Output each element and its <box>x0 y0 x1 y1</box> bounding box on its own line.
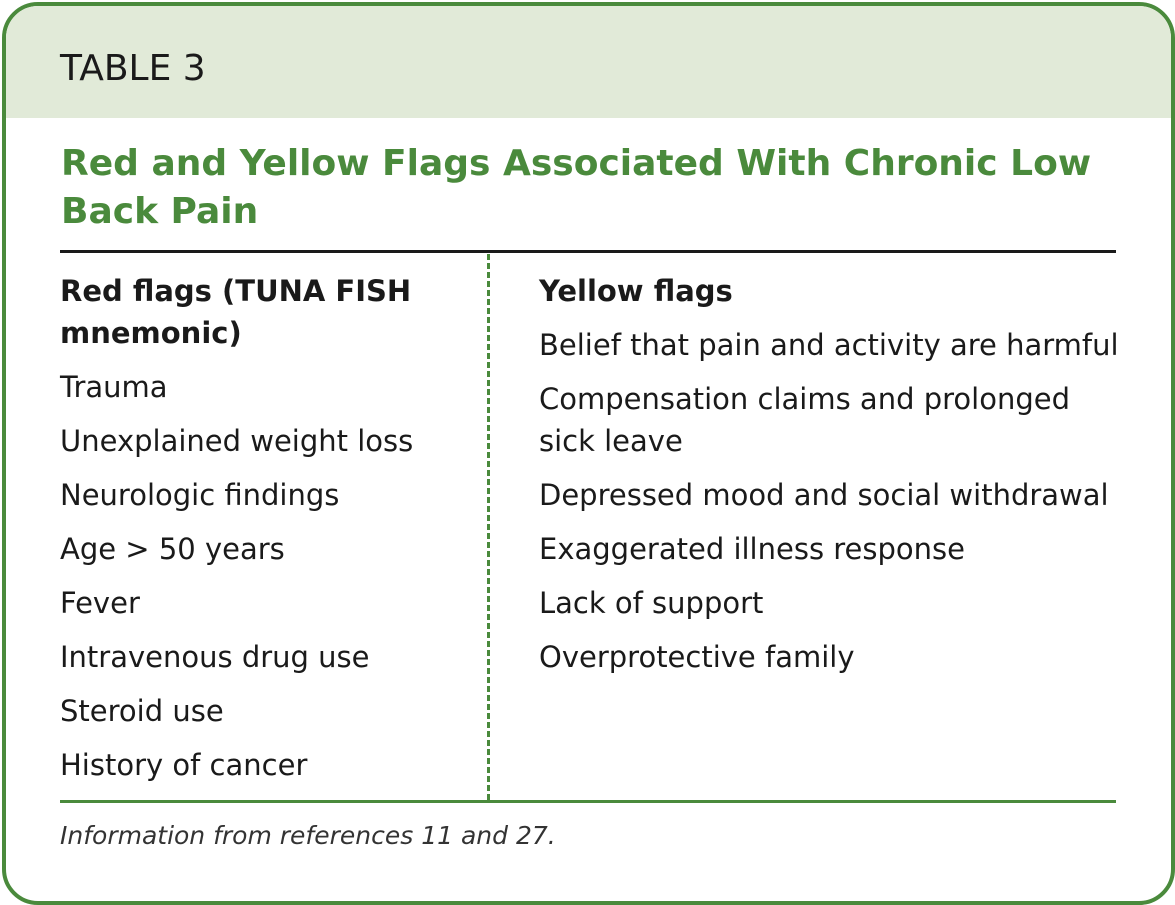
yellow-flag-item: Compensation claims and prolonged sick leave <box>539 382 1070 458</box>
yellow-flag-item: Exaggerated illness response <box>539 532 965 566</box>
yellow-flags-heading: Yellow flags <box>539 274 733 308</box>
yellow-flag-item: Belief that pain and activity are harmful <box>539 328 1119 362</box>
yellow-flag-item: Overprotective family <box>539 640 855 674</box>
red-flags-heading: Red flags (TUNA FISH mnemonic) <box>60 274 412 350</box>
bottom-rule <box>60 800 1116 803</box>
yellow-flags-column <box>539 270 1119 690</box>
red-flags-column <box>60 270 470 798</box>
top-rule <box>60 250 1116 253</box>
red-flag-item: Trauma <box>60 370 168 404</box>
header-band <box>6 6 1171 118</box>
red-flag-item: Unexplained weight loss <box>60 424 414 458</box>
yellow-flags-list <box>539 324 1119 678</box>
yellow-flag-item: Depressed mood and social withdrawal <box>539 478 1109 512</box>
red-flags-list <box>60 366 470 786</box>
table-title: Red and Yellow Flags Associated With Chronic Low Back Pain <box>61 143 1092 232</box>
red-flag-item: Intravenous drug use <box>60 640 370 674</box>
red-flag-item: Neurologic findings <box>60 478 340 512</box>
table-label: TABLE 3 <box>60 48 206 89</box>
red-flag-item: Age > 50 years <box>60 532 285 566</box>
column-divider <box>487 254 490 800</box>
red-flag-item: History of cancer <box>60 748 308 782</box>
red-flag-item: Fever <box>60 586 140 620</box>
source-footnote: Information from references 11 and 27. <box>60 821 556 850</box>
yellow-flag-item: Lack of support <box>539 586 764 620</box>
red-flag-item: Steroid use <box>60 694 224 728</box>
table-card <box>2 2 1175 905</box>
